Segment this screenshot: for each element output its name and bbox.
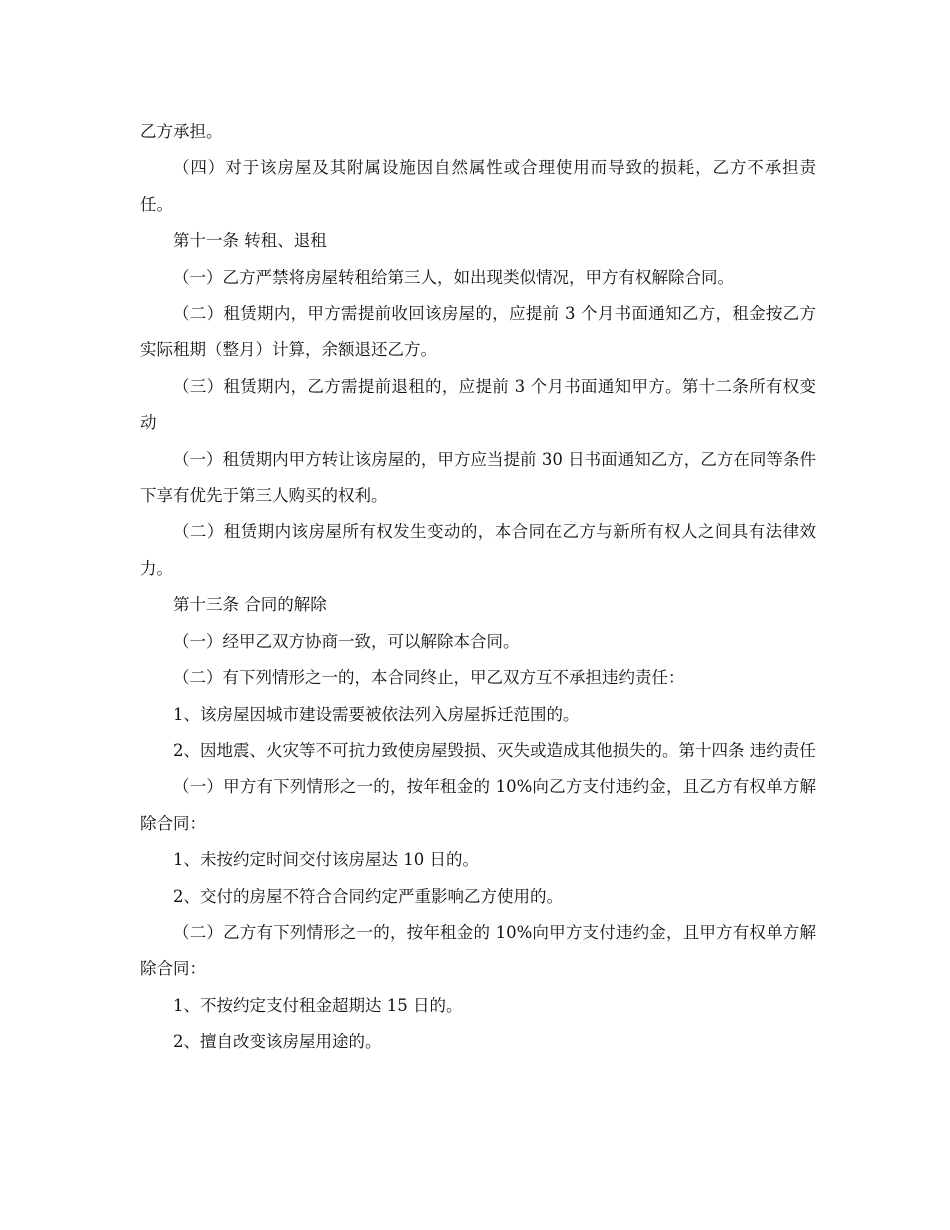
paragraph-article-11-item-1: （一）乙方严禁将房屋转租给第三人，如出现类似情况，甲方有权解除合同。	[173, 267, 734, 287]
paragraph-article-13-subitem-2: 2、因地震、火灾等不可抗力致使房屋毁损、灭失或造成其他损失的。第十四条 违约责任	[173, 740, 816, 760]
paragraph-article-12-item-1: （一）租赁期内甲方转让该房屋的，甲方应当提前 30 日书面通知乙方，乙方在同等条件下享有优先于第三人购买的权利。	[140, 449, 816, 506]
paragraph-article-13-subitem-1: 1、该房屋因城市建设需要被依法列入房屋拆迁范围的。	[173, 704, 580, 724]
paragraph-article-14-item-2: （二）乙方有下列情形之一的，按年租金的 10%向甲方支付违约金，且甲方有权单方解除合同：	[140, 922, 816, 979]
document-body	[140, 114, 816, 1061]
paragraph-continuation: 乙方承担。	[140, 122, 223, 141]
paragraph-article-13-item-1: （一）经甲乙双方协商一致，可以解除本合同。	[173, 631, 520, 651]
article-13-heading: 第十三条 合同的解除	[173, 595, 327, 615]
article-11-heading: 第十一条 转租、退租	[173, 231, 327, 251]
paragraph-clause-4: （四）对于该房屋及其附属设施因自然属性或合理使用而导致的损耗，乙方不承担责任。	[140, 158, 816, 214]
paragraph-article-14-item-2-sub-1: 1、不按约定支付租金超期达 15 日的。	[173, 995, 463, 1015]
paragraph-article-14-item-1: （一）甲方有下列情形之一的，按年租金的 10%向乙方支付违约金，且乙方有权单方解除合同：	[140, 777, 816, 833]
paragraph-article-12-item-2: （二）租赁期内该房屋所有权发生变动的，本合同在乙方与新所有权人之间具有法律效力。	[140, 522, 816, 578]
paragraph-article-11-item-2: （二）租赁期内，甲方需提前收回该房屋的，应提前 3 个月书面通知乙方，租金按乙方实际租期（整月）计算，余额退还乙方。	[140, 304, 816, 360]
paragraph-article-13-item-2: （二）有下列情形之一的，本合同终止，甲乙双方互不承担违约责任：	[173, 668, 685, 688]
paragraph-article-11-item-3: （三）租赁期内，乙方需提前退租的，应提前 3 个月书面通知甲方。第十二条所有权变动	[140, 376, 816, 433]
paragraph-article-14-item-2-sub-2: 2、擅自改变该房屋用途的。	[173, 1032, 382, 1052]
paragraph-article-14-item-1-sub-1: 1、未按约定时间交付该房屋达 10 日的。	[173, 850, 479, 870]
paragraph-article-14-item-1-sub-2: 2、交付的房屋不符合合同约定严重影响乙方使用的。	[173, 886, 563, 906]
